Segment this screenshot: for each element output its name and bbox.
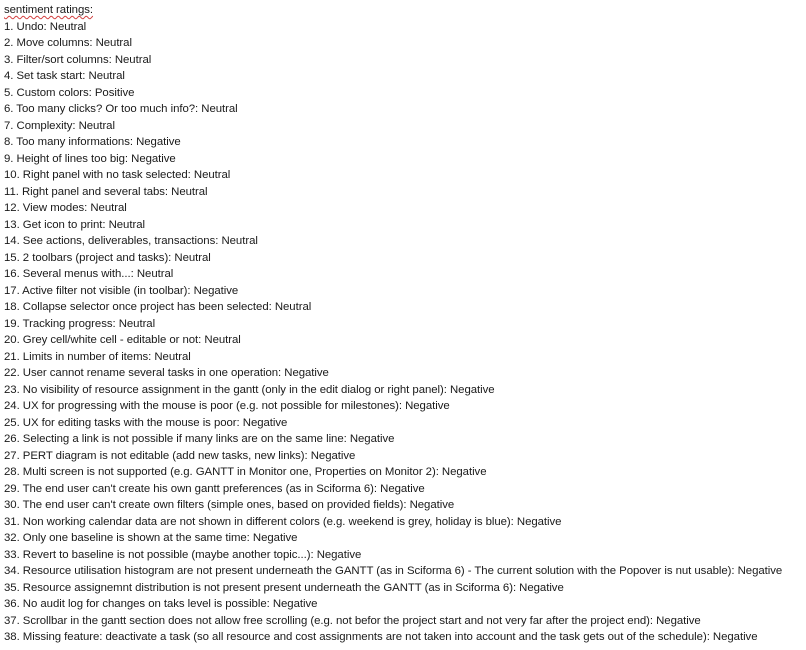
- rating-item: 12. View modes: Neutral: [4, 202, 127, 214]
- rating-item: 3. Filter/sort columns: Neutral: [4, 53, 152, 66]
- rating-item: 7. Complexity: Neutral: [4, 119, 115, 132]
- rating-item: 24. UX for progressing with the mouse is poor (e.g. not possible for milestones): Negative: [4, 400, 450, 412]
- rating-item: 11. Right panel and several tabs: Neutral: [4, 185, 208, 198]
- rating-item: 5. Custom colors: Positive: [4, 86, 135, 99]
- rating-item: 27. PERT diagram is not editable (add new tasks, new links): Negative: [4, 449, 356, 462]
- rating-item: 2. Move columns: Neutral: [4, 37, 132, 49]
- rating-item: 30. The end user can't create own filters (simple ones, based on provided fields): Negative: [4, 499, 455, 511]
- rating-item: 15. 2 toolbars (project and tasks): Neutral: [4, 251, 211, 264]
- rating-item: 21. Limits in number of items: Neutral: [4, 350, 191, 363]
- rating-item: 33. Revert to baseline is not possible (maybe another topic...): Negative: [4, 548, 362, 561]
- rating-item: 34. Resource utilisation histogram are not present underneath the GANTT (as in Sciforma 6) - The current solution with the Popover is nut usable): Negative: [4, 565, 783, 577]
- rating-item: 22. User cannot rename several tasks in one operation: Negative: [4, 367, 329, 379]
- rating-item: 8. Too many informations: Negative: [4, 136, 181, 148]
- rating-item: 38. Missing feature: deactivate a task (so all resource and cost assignments are not taken into account and the task gets out of the schedule): Negative: [4, 631, 758, 643]
- rating-item: 4. Set task start: Neutral: [4, 70, 125, 82]
- rating-item: 26. Selecting a link is not possible if many links are on the same line: Negative: [4, 433, 395, 445]
- rating-item: 13. Get icon to print: Neutral: [4, 218, 145, 231]
- rating-item: 29. The end user can't create his own gantt preferences (as in Sciforma 6): Negative: [4, 482, 425, 495]
- rating-item: 36. No audit log for changes on taks level is possible: Negative: [4, 598, 318, 610]
- rating-item: 10. Right panel with no task selected: Neutral: [4, 169, 231, 181]
- rating-item: 28. Multi screen is not supported (e.g. GANTT in Monitor one, Properties on Monitor 2): Negative: [4, 466, 487, 478]
- rating-item: 37. Scrollbar in the gantt section does not allow free scrolling (e.g. not befor the project start and not very far after the project end): Negative: [4, 614, 701, 627]
- ratings-list: [4, 19, 806, 646]
- rating-item: 23. No visibility of resource assignment in the gantt (only in the edit dialog or right panel): Negative: [4, 383, 495, 396]
- heading-text: sentiment ratings:: [4, 4, 94, 16]
- rating-item: 17. Active filter not visible (in toolbar): Negative: [4, 284, 239, 297]
- heading: [4, 2, 806, 19]
- rating-item: 31. Non working calendar data are not shown in different colors (e.g. weekend is grey, holiday is blue): Negative: [4, 515, 562, 528]
- rating-item: 6. Too many clicks? Or too much info?: Neutral: [4, 103, 238, 115]
- rating-item: 19. Tracking progress: Neutral: [4, 317, 156, 330]
- rating-item: 1. Undo: Neutral: [4, 20, 87, 33]
- rating-item: 14. See actions, deliverables, transactions: Neutral: [4, 235, 258, 247]
- rating-item: 25. UX for editing tasks with the mouse is poor: Negative: [4, 416, 288, 429]
- rating-item: 20. Grey cell/white cell - editable or not: Neutral: [4, 334, 241, 346]
- rating-item: 32. Only one baseline is shown at the same time: Negative: [4, 532, 298, 544]
- rating-item: 16. Several menus with...: Neutral: [4, 268, 174, 280]
- rating-item: 35. Resource assignemnt distribution is not present present underneath the GANTT (as in Sciforma 6): Negative: [4, 581, 564, 594]
- rating-item: 9. Height of lines too big: Negative: [4, 152, 176, 165]
- rating-item: 18. Collapse selector once project has been selected: Neutral: [4, 301, 312, 313]
